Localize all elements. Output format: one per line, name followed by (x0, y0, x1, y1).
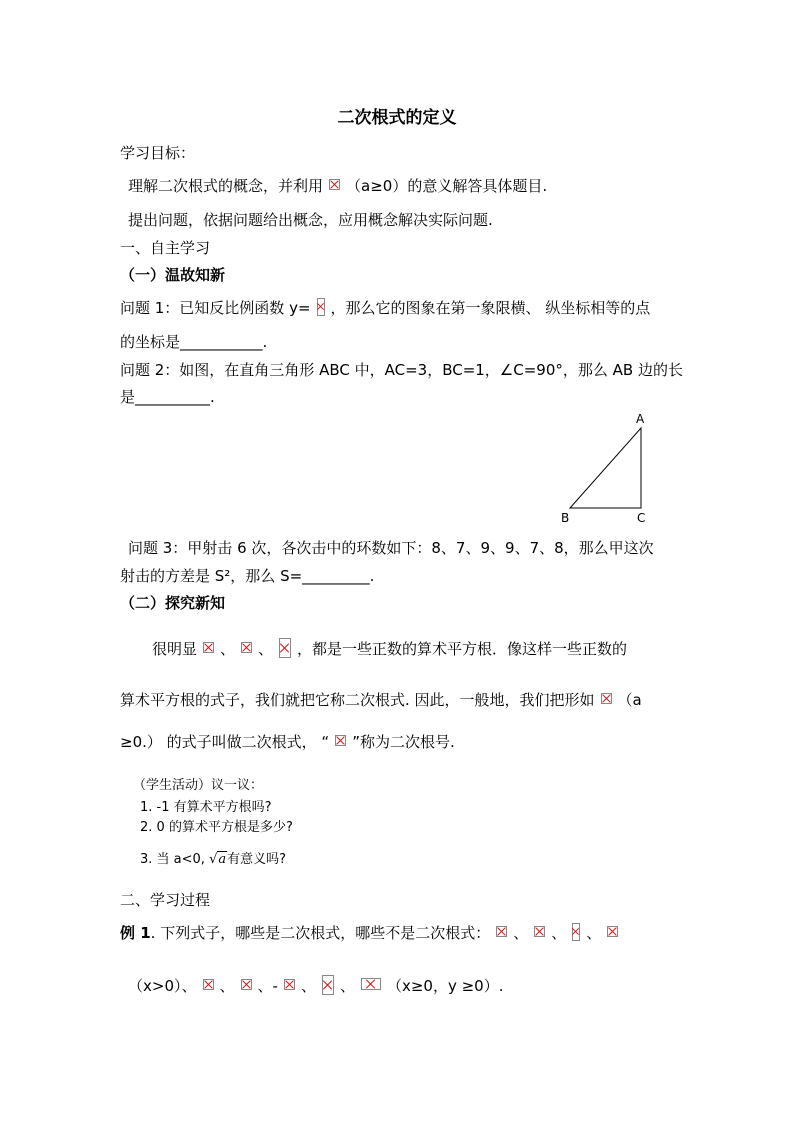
example-1 (120, 923, 624, 943)
section-2-heading: 二、学习过程 (120, 891, 211, 909)
broken-formula-image (534, 926, 545, 937)
separator: 、- (257, 977, 278, 995)
question-1 (120, 298, 650, 318)
activity-item-3 (140, 850, 286, 870)
question-1-text-after: ，那么它的图象在第一象限横、 纵坐标相等的点 (330, 299, 651, 317)
activity-item-3-text-after: 有意义吗? (227, 852, 287, 867)
separator: 、 (339, 977, 355, 995)
broken-formula-image (572, 923, 580, 941)
question-1-line-2: 的坐标是___________. (120, 333, 268, 351)
activity-heading: （学生活动）议一议： (133, 778, 264, 793)
page-title: 二次根式的定义 (337, 108, 457, 128)
broken-formula-image (329, 179, 340, 190)
paragraph-2 (120, 690, 642, 710)
goal-1-text-before: 理解二次根式的概念，并利用 (128, 177, 324, 195)
activity-item-1: 1. -1 有算术平方根吗? (140, 800, 272, 815)
broken-formula-image (335, 735, 346, 746)
separator: 、 (220, 640, 236, 658)
separator: 、 (551, 924, 567, 942)
question-2-line-2: 是__________. (120, 388, 215, 406)
example-1-line-2 (128, 975, 503, 996)
paragraph-3-text-after: ”称为二次根号. (352, 733, 455, 751)
goal-2: 提出问题，依据问题给出概念，应用概念解决实际问题. (128, 211, 493, 229)
triangle-shape (570, 428, 641, 508)
subsection-1-heading: （一）温故知新 (120, 266, 226, 284)
paragraph-1-text-before: 很明显 (152, 640, 198, 658)
broken-formula-image (241, 979, 252, 990)
paragraph-2-text-after: （a (617, 691, 642, 709)
vertex-label-b: B (561, 511, 570, 525)
question-3-line-2: 射击的方差是 S²，那么 S=_________. (120, 567, 375, 585)
broken-formula-image (279, 638, 291, 658)
sqrt-a-formula: √a (209, 852, 227, 867)
broken-formula-image (496, 926, 507, 937)
paragraph-3 (120, 732, 455, 752)
separator: 、 (219, 977, 235, 995)
paragraph-3-text-before: ≥0.） 的式子叫做二次根式， “ (120, 733, 330, 751)
example-label: 例 1 (120, 924, 151, 942)
broken-formula-image (203, 642, 214, 653)
paragraph-1 (152, 638, 627, 659)
separator: 、 (586, 924, 602, 942)
goal-1-text-after: （a≥0）的意义解答具体题目. (346, 177, 548, 195)
broken-formula-image (322, 975, 334, 995)
question-1-text-before: 问题 1：已知反比例函数 y= (120, 299, 311, 317)
example-text-end: （x≥0，y ≥0）. (386, 977, 504, 995)
broken-formula-image (203, 979, 214, 990)
section-1-heading: 一、自主学习 (120, 239, 211, 257)
paragraph-1-text-after: ，都是一些正数的算术平方根．像这样一些正数的 (297, 640, 628, 658)
example-text: . 下列式子，哪些是二次根式，哪些不是二次根式： (150, 924, 491, 942)
broken-formula-image (284, 979, 295, 990)
vertex-label-a: A (636, 412, 645, 426)
broken-formula-image (361, 978, 381, 990)
broken-formula-image (241, 642, 252, 653)
activity-item-3-text-before: 3. 当 a<0, (140, 852, 205, 867)
right-triangle-figure (555, 408, 675, 528)
broken-formula-image (607, 926, 618, 937)
goal-1 (128, 176, 547, 196)
broken-formula-image (317, 298, 325, 316)
question-2: 问题 2：如图，在直角三角形 ABC 中，AC=3，BC=1，∠C=90°，那么 AB 边的长 (120, 361, 683, 379)
activity-item-2: 2. 0 的算术平方根是多少? (140, 820, 293, 835)
subsection-2-heading: （二）探究新知 (120, 594, 226, 612)
paragraph-2-text-before: 算术平方根的式子，我们就把它称二次根式. 因此，一般地，我们把形如 (120, 691, 595, 709)
goals-heading: 学习目标： (120, 144, 196, 162)
separator: 、 (513, 924, 529, 942)
broken-formula-image (601, 693, 612, 704)
vertex-label-c: C (637, 511, 646, 525)
sqrt-radicand: a (218, 852, 227, 867)
example-text: （x>0）、 (128, 977, 197, 995)
separator: 、 (258, 640, 274, 658)
separator: 、 (300, 977, 316, 995)
question-3: 问题 3：甲射击 6 次，各次击中的环数如下：8、7、9、9、7、8，那么甲这次 (128, 539, 654, 557)
